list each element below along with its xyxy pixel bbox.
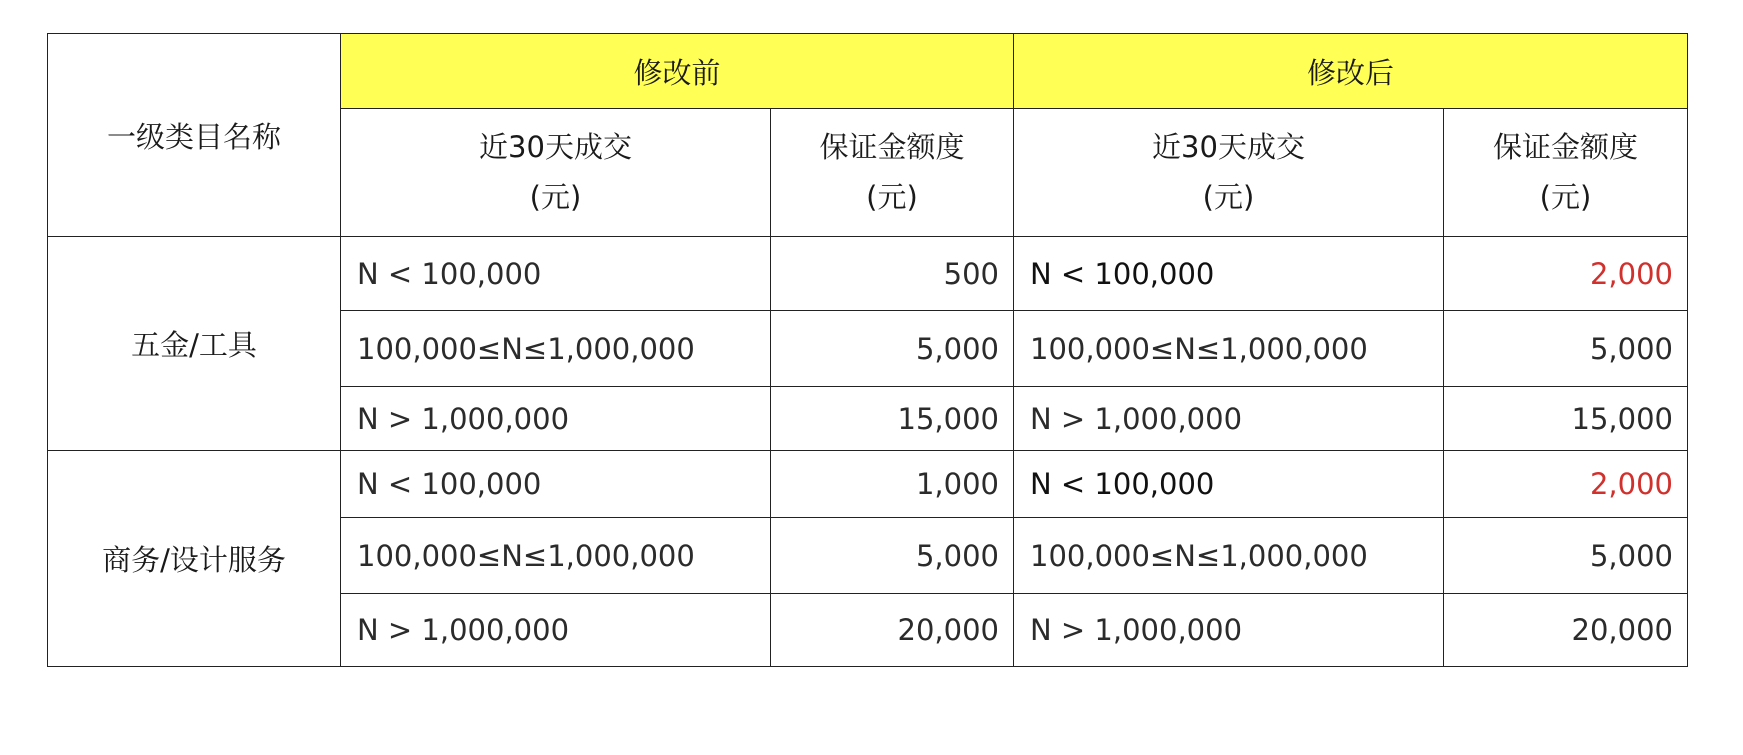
before-deposit-header — [771, 109, 1014, 237]
after-amount-cell: 15,000 — [1444, 387, 1688, 451]
after-condition-cell: N > 1,000,000 — [1014, 594, 1444, 667]
table-row — [48, 451, 1688, 518]
before-header: 修改前 — [341, 34, 1014, 109]
after-condition-cell: N > 1,000,000 — [1014, 387, 1444, 451]
sales-header-line2: (元) — [529, 179, 582, 214]
after-amount-cell: 5,000 — [1444, 518, 1688, 594]
before-condition-cell: N < 100,000 — [341, 237, 771, 311]
before-amount-cell: 15,000 — [771, 387, 1014, 451]
after-condition-cell: N < 100,000 — [1014, 237, 1444, 311]
after-header: 修改后 — [1014, 34, 1688, 109]
deposit-header-line1: 保证金额度 — [819, 130, 965, 165]
sales-header-line1: 近30天成交 — [479, 130, 632, 165]
after-amount-cell: 20,000 — [1444, 594, 1688, 667]
before-condition-cell: 100,000≤N≤1,000,000 — [341, 311, 771, 387]
deposit-header-line2: (元) — [1539, 179, 1592, 214]
before-amount-cell: 20,000 — [771, 594, 1014, 667]
before-amount-cell: 500 — [771, 237, 1014, 311]
after-condition-cell: N < 100,000 — [1014, 451, 1444, 518]
header-row-top — [48, 34, 1688, 109]
after-condition-cell: 100,000≤N≤1,000,000 — [1014, 518, 1444, 594]
before-sales-header — [341, 109, 771, 237]
before-amount-cell: 1,000 — [771, 451, 1014, 518]
before-condition-cell: N > 1,000,000 — [341, 387, 771, 451]
before-condition-cell: N < 100,000 — [341, 451, 771, 518]
category-cell: 商务/设计服务 — [48, 451, 341, 667]
sales-header-line1: 近30天成交 — [1152, 130, 1305, 165]
after-amount-cell-changed: 2,000 — [1444, 451, 1688, 518]
table-row — [48, 237, 1688, 311]
deposit-comparison-table — [47, 33, 1688, 667]
before-amount-cell: 5,000 — [771, 518, 1014, 594]
before-condition-cell: 100,000≤N≤1,000,000 — [341, 518, 771, 594]
deposit-header-line2: (元) — [866, 179, 918, 214]
category-cell: 五金/工具 — [48, 237, 341, 451]
after-amount-cell-changed: 2,000 — [1444, 237, 1688, 311]
after-condition-cell: 100,000≤N≤1,000,000 — [1014, 311, 1444, 387]
before-condition-cell: N > 1,000,000 — [341, 594, 771, 667]
after-amount-cell: 5,000 — [1444, 311, 1688, 387]
before-amount-cell: 5,000 — [771, 311, 1014, 387]
after-deposit-header — [1444, 109, 1688, 237]
category-column-header: 一级类目名称 — [48, 34, 341, 237]
deposit-header-line1: 保证金额度 — [1492, 130, 1638, 165]
after-sales-header — [1014, 109, 1444, 237]
sales-header-line2: (元) — [1202, 179, 1255, 214]
